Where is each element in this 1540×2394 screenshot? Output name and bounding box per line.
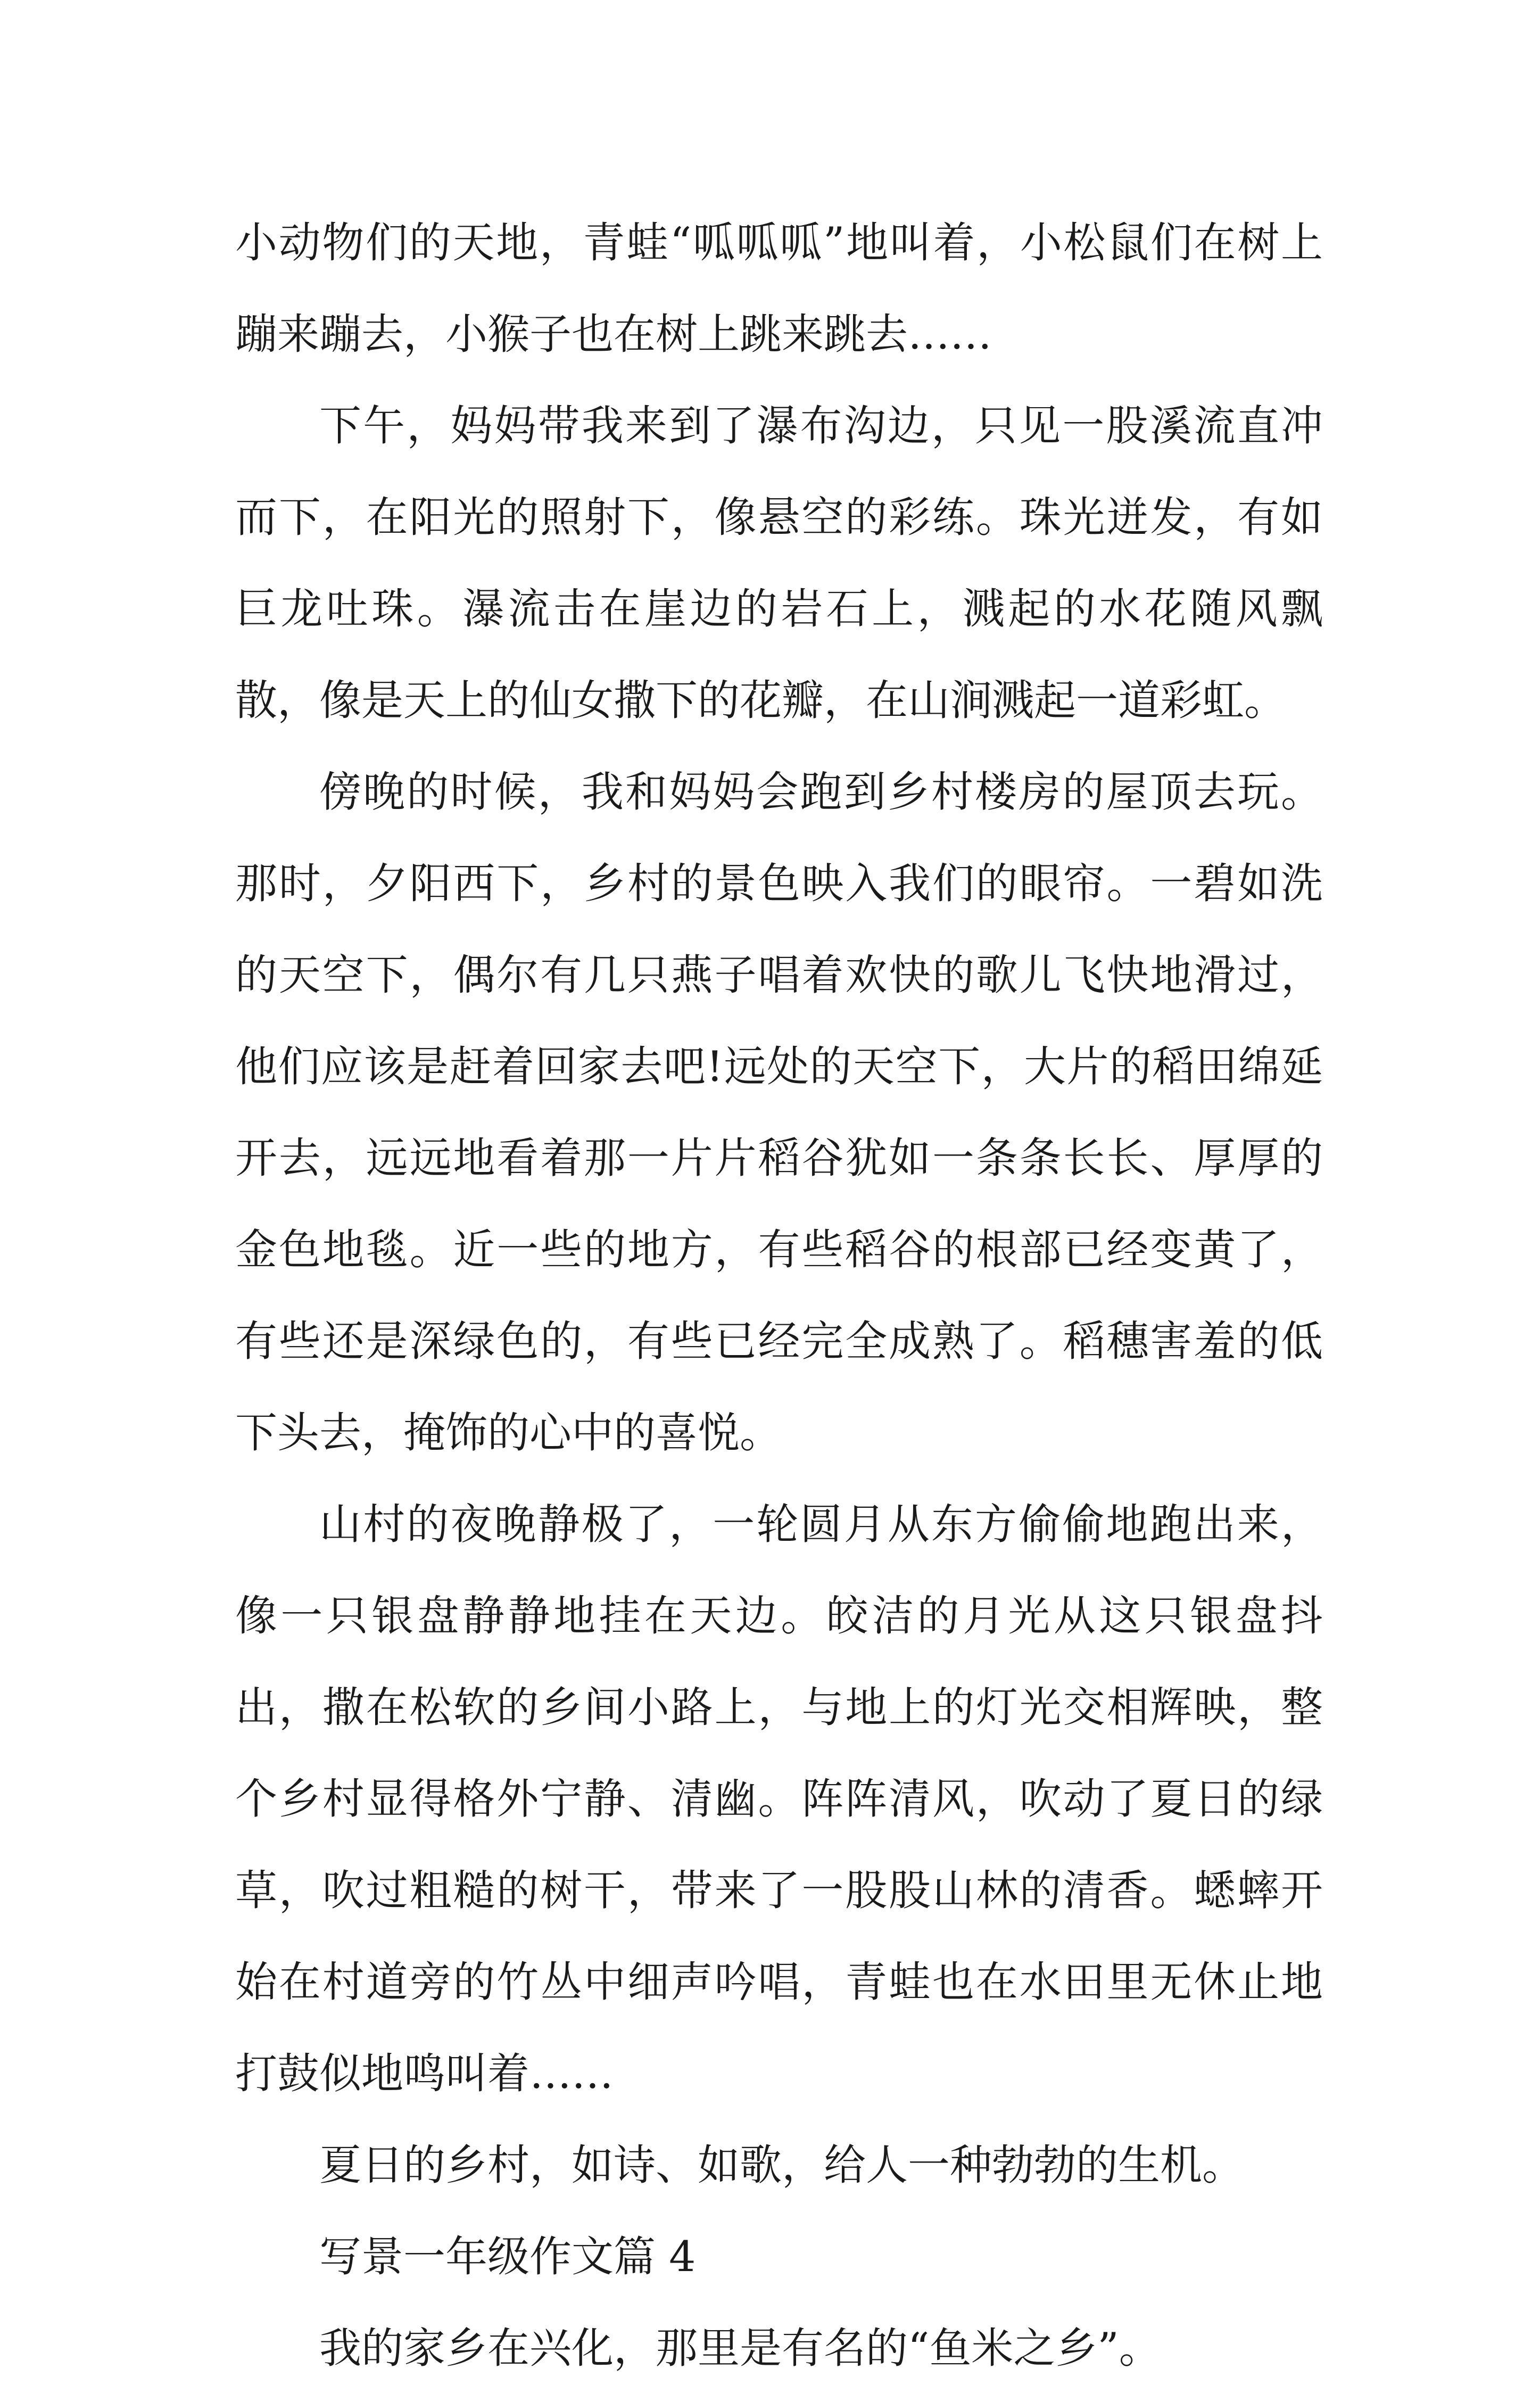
paragraph-summary: 夏日的乡村，如诗、如歌，给人一种勃勃的生机。 — [319, 2141, 1244, 2190]
essay-heading: 写景一年级作文篇 4 — [319, 2232, 696, 2281]
document-body — [235, 197, 1323, 2394]
paragraph-evening: 傍晚的时候，我和妈妈会跑到乡村楼房的屋顶去玩。那时，夕阳西下，乡村的景色映入我们的眼帘。一碧如洗的天空下，偶尔有几只燕子唱着欢快的歌儿飞快地滑过，他们应该是赶着回家去吧!远处的天空下，大片的稻田绵延开去，远远地看着那一片片稻谷犹如一条条长长、厚厚的金色地毯。近一些的地方，有些稻谷的根部已经变黄了，有些还是深绿色的，有些已经完全成熟了。稻穗害羞的低下头去，掩饰的心中的喜悦。 — [235, 767, 1323, 1457]
paragraph-night: 山村的夜晚静极了，一轮圆月从东方偷偷地跑出来，像一只银盘静静地挂在天边。皎洁的月光从这只银盘抖出，撒在松软的乡间小路上，与地上的灯光交相辉映，整个乡村显得格外宁静、清幽。阵阵清风，吹动了夏日的绿草，吹过粗糙的树干，带来了一股股山林的清香。蟋蟀开始在村道旁的竹丛中细声吟唱，青蛙也在水田里无休止地打鼓似地鸣叫着…… — [235, 1500, 1323, 2098]
paragraph-hometown: 我的家乡在兴化，那里是有名的“鱼米之乡”。 — [319, 2324, 1161, 2373]
paragraph-animals: 小动物们的天地，青蛙“呱呱呱”地叫着，小松鼠们在树上蹦来蹦去，小猴子也在树上跳来跳去…… — [235, 218, 1323, 359]
paragraph-waterfall: 下午，妈妈带我来到了瀑布沟边，只见一股溪流直冲而下，在阳光的照射下，像悬空的彩练。珠光迸发，有如巨龙吐珠。瀑流击在崖边的岩石上，溅起的水花随风飘散，像是天上的仙女撒下的花瓣，在山涧溅起一道彩虹。 — [235, 401, 1323, 725]
